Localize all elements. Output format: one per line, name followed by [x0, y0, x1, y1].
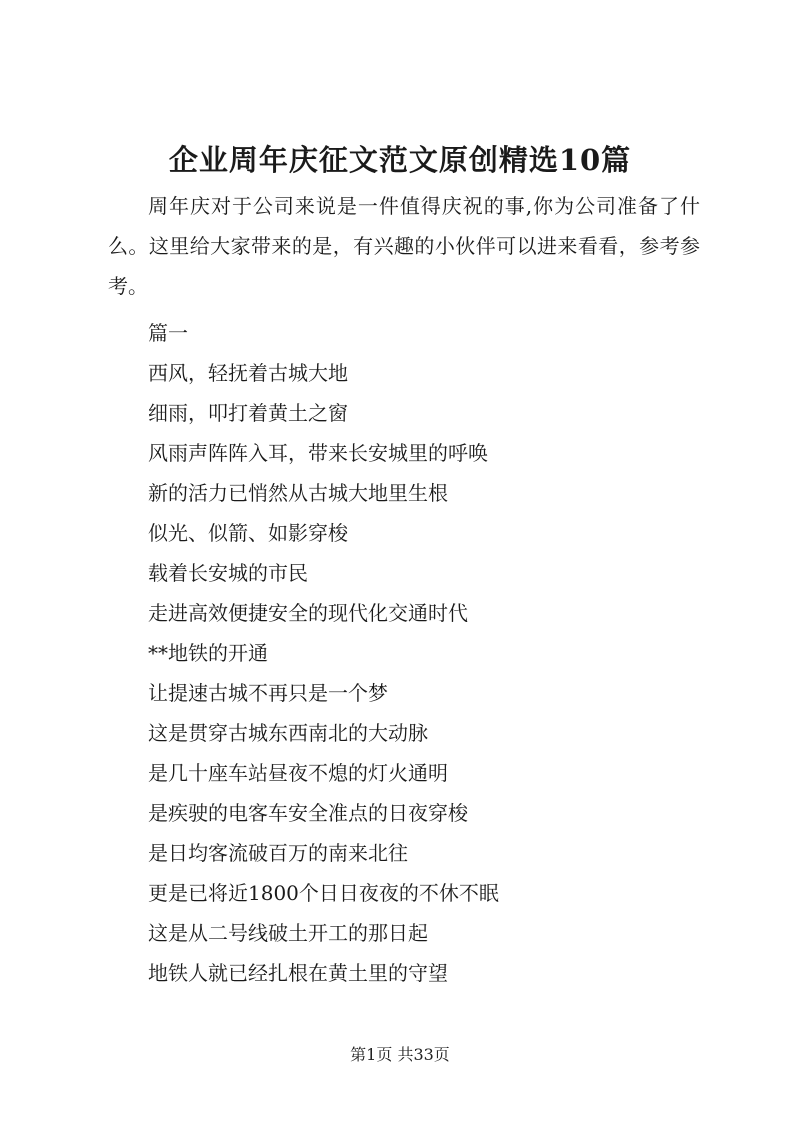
poem-line: 西风，轻抚着古城大地 [148, 361, 348, 385]
poem-line: 这是贯穿古城东西南北的大动脉 [148, 721, 428, 745]
poem-line: **地铁的开通 [148, 641, 268, 665]
poem-lines [148, 313, 708, 993]
page-title: 企业周年庆征文范文原创精选10篇 [168, 143, 632, 177]
poem-line: 细雨，叩打着黄土之窗 [148, 401, 348, 425]
poem-line: 是疾驶的电客车安全准点的日夜穿梭 [148, 801, 468, 825]
poem-line: 新的活力已悄然从古城大地里生根 [148, 481, 448, 505]
poem-line: 似光、似箭、如影穿梭 [148, 521, 348, 545]
poem-line: 是几十座车站昼夜不熄的灯火通明 [148, 761, 448, 785]
poem-line: 是日均客流破百万的南来北往 [148, 841, 408, 865]
poem-line: 载着长安城的市民 [148, 561, 308, 585]
poem-line: 这是从二号线破土开工的那日起 [148, 921, 428, 945]
poem-line: 更是已将近1800个日日夜夜的不休不眠 [148, 881, 499, 905]
poem-line: 地铁人就已经扎根在黄土里的守望 [148, 961, 448, 985]
poem-line: 风雨声阵阵入耳，带来长安城里的呼唤 [148, 441, 488, 465]
section-heading: 篇一 [148, 321, 188, 345]
intro-paragraph: 周年庆对于公司来说是一件值得庆祝的事,你为公司准备了什么。这里给大家带来的是，有兴趣的小伙伴可以进来看看，参考参考。 [108, 194, 700, 298]
poem-line: 让提速古城不再只是一个梦 [148, 681, 388, 705]
page-footer: 第1页 共33页 [350, 1045, 450, 1064]
poem-line: 走进高效便捷安全的现代化交通时代 [148, 601, 468, 625]
